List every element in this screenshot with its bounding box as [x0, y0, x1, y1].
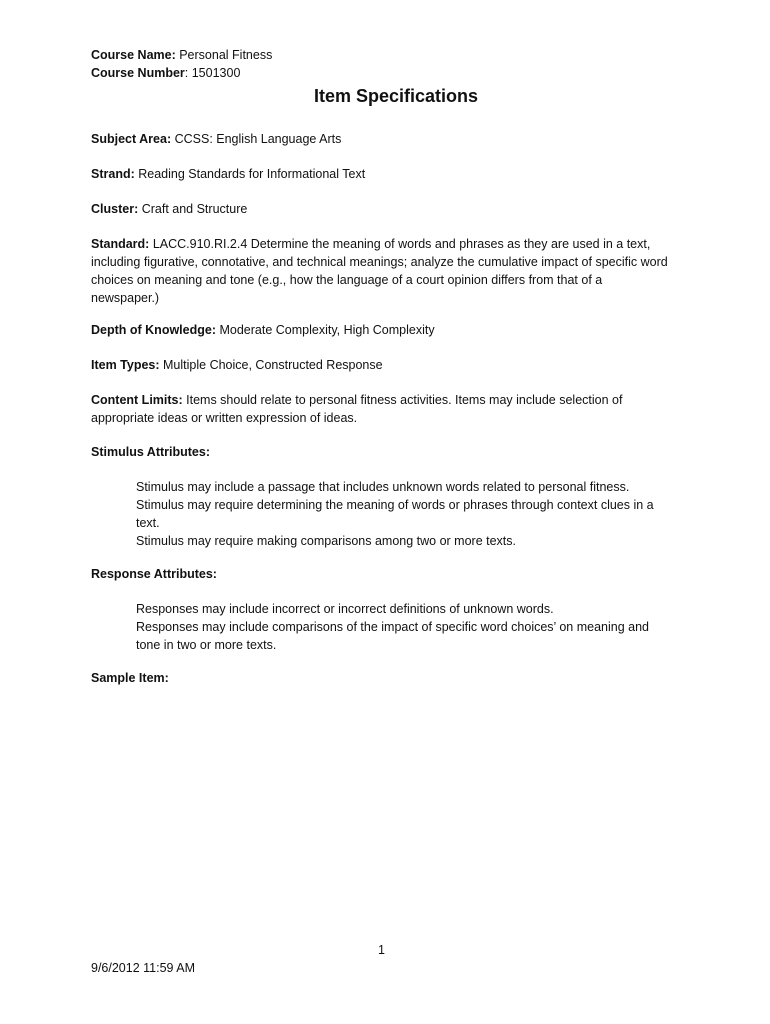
- list-item: Responses may include incorrect or incorrect definitions of unknown words.: [136, 602, 554, 616]
- item-types-line: [91, 356, 383, 374]
- depth-of-knowledge-value: Moderate Complexity, High Complexity: [216, 323, 435, 337]
- standard-value: LACC.910.RI.2.4 Determine the meaning of words and phrases as they are used in a text, including figurative, connotative, and technical meanings; analyze the cumulative impact of specific word choices on meaning and tone (e.g., how the language of a court opinion differs from that of a newspaper.): [91, 237, 668, 305]
- content-limits-paragraph: [91, 391, 671, 427]
- course-name-value: Personal Fitness: [175, 48, 273, 62]
- subject-area-value: CCSS: English Language Arts: [171, 132, 342, 146]
- subject-area-label: Subject Area:: [91, 132, 172, 146]
- sample-item-heading: Sample Item:: [91, 671, 169, 685]
- item-types-label: Item Types:: [91, 358, 160, 372]
- stimulus-attributes-list: [136, 478, 676, 550]
- list-item: Stimulus may include a passage that includes unknown words related to personal fitness.: [136, 480, 630, 494]
- course-number-line: [91, 64, 240, 82]
- response-attributes-list: [136, 600, 676, 654]
- depth-of-knowledge-label: Depth of Knowledge:: [91, 323, 216, 337]
- strand-value: Reading Standards for Informational Text: [134, 167, 366, 181]
- list-item: Stimulus may require determining the meaning of words or phrases through context clues in a text.: [136, 498, 654, 530]
- response-attributes-heading: Response Attributes:: [91, 567, 217, 581]
- cluster-label: Cluster:: [91, 202, 139, 216]
- course-number-label: Course Number: [91, 66, 185, 80]
- cluster-value: Craft and Structure: [138, 202, 248, 216]
- standard-paragraph: [91, 235, 671, 307]
- page-title: Item Specifications: [313, 86, 479, 106]
- standard-label: Standard:: [91, 237, 150, 251]
- course-number-value: : 1501300: [184, 66, 241, 80]
- strand-label: Strand:: [91, 167, 135, 181]
- strand-line: [91, 165, 365, 183]
- stimulus-attributes-heading: Stimulus Attributes:: [91, 445, 210, 459]
- course-name-line: [91, 46, 272, 64]
- course-name-label: Course Name:: [91, 48, 176, 62]
- content-limits-value: Items should relate to personal fitness activities. Items may include selection of appropriate ideas or written expression of ideas.: [91, 393, 623, 425]
- cluster-line: [91, 200, 247, 218]
- footer-timestamp: 9/6/2012 11:59 AM: [91, 961, 196, 975]
- depth-of-knowledge-line: [91, 321, 435, 339]
- page-number: 1: [378, 943, 385, 957]
- list-item: Stimulus may require making comparisons among two or more texts.: [136, 534, 517, 548]
- content-limits-label: Content Limits:: [91, 393, 183, 407]
- subject-area-line: [91, 130, 341, 148]
- item-types-value: Multiple Choice, Constructed Response: [159, 358, 383, 372]
- list-item: Responses may include comparisons of the impact of specific word choices’ on meaning and tone in two or more texts.: [136, 620, 649, 652]
